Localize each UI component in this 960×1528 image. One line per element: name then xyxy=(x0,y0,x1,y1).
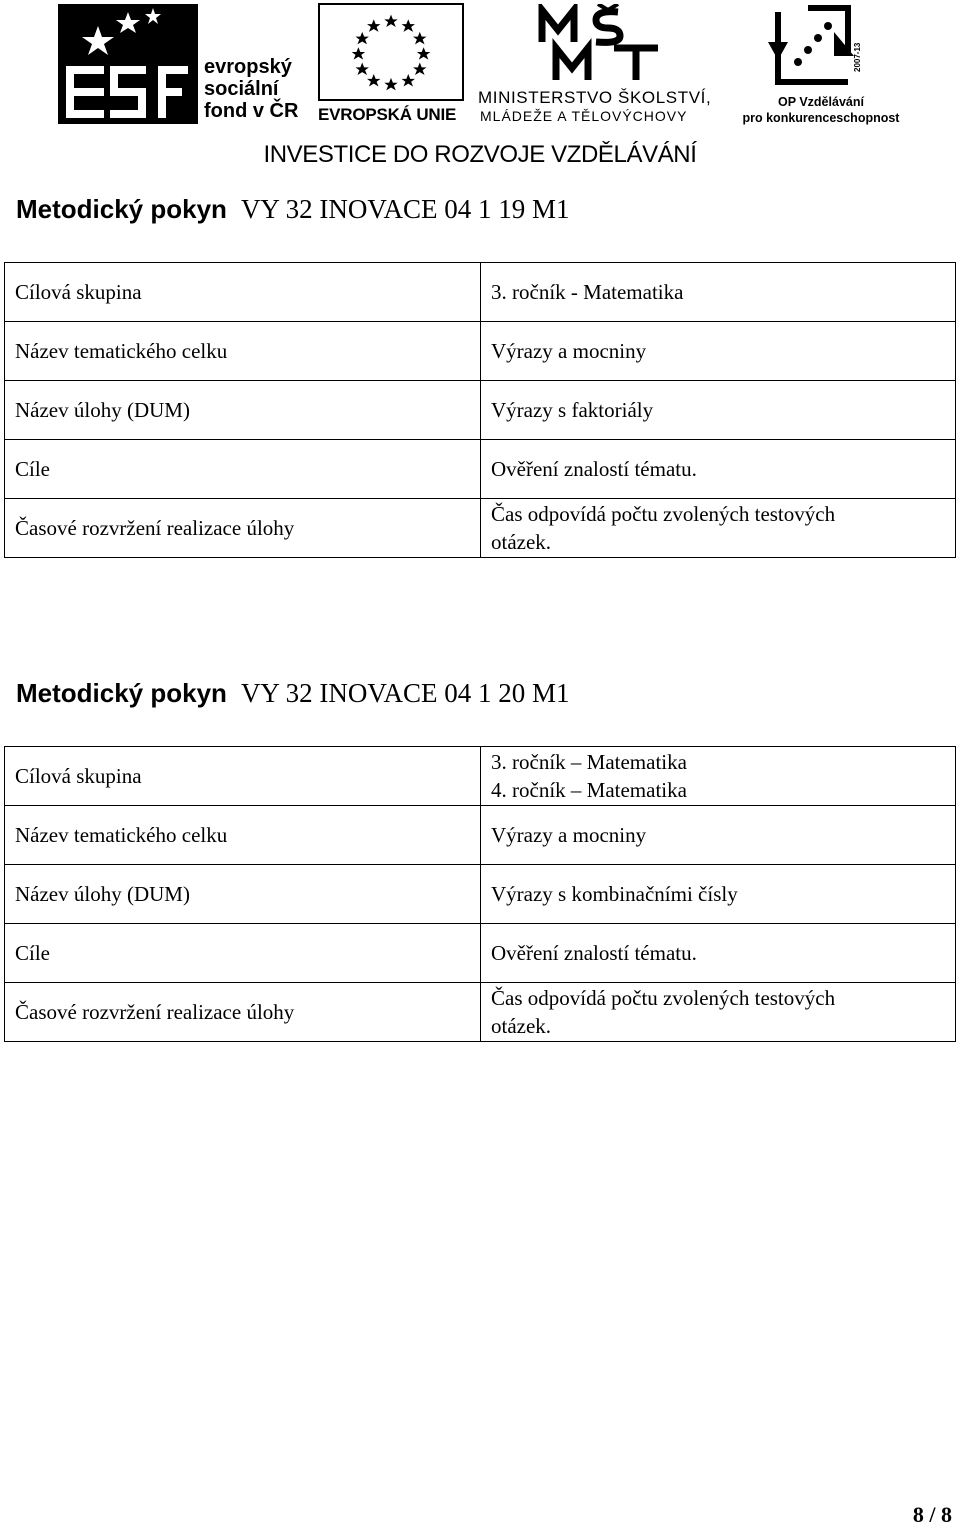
row-value-line: Čas odpovídá počtu zvolených testových xyxy=(491,502,836,526)
section-1-code: VY 32 INOVACE 04 1 19 M1 xyxy=(240,194,570,224)
op-line-1: OP Vzdělávání xyxy=(778,95,864,109)
row-value-line: Výrazy a mocniny xyxy=(491,823,647,847)
msmt-logo xyxy=(478,4,728,124)
op-line-2: pro konkurenceschopnost xyxy=(742,111,900,125)
table-row xyxy=(5,440,956,499)
esf-logo-mark xyxy=(58,4,198,124)
row-value xyxy=(481,440,956,499)
row-value-line: Výrazy s kombinačními čísly xyxy=(491,882,738,906)
row-value-line: otázek. xyxy=(491,1014,552,1038)
op-years: 2007-13 xyxy=(853,42,862,72)
eu-logo xyxy=(318,3,466,125)
op-logo xyxy=(736,2,906,124)
row-value-line: Výrazy a mocniny xyxy=(491,339,647,363)
row-key: Cílová skupina xyxy=(5,263,481,322)
row-value-line: 3. ročník – Matematika xyxy=(491,750,687,774)
row-value xyxy=(481,806,956,865)
row-value-line: otázek. xyxy=(491,530,552,554)
row-value-line: Ověření znalostí tématu. xyxy=(491,941,697,965)
row-key: Časové rozvržení realizace úlohy xyxy=(5,499,481,558)
esf-logo xyxy=(58,4,308,124)
row-key: Cílová skupina xyxy=(5,747,481,806)
logo-band xyxy=(0,0,960,175)
header-tagline: INVESTICE DO ROZVOJE VZDĚLÁVÁNÍ xyxy=(263,141,697,168)
table-row xyxy=(5,381,956,440)
row-value xyxy=(481,499,956,558)
row-key: Časové rozvržení realizace úlohy xyxy=(5,983,481,1042)
esf-line-2: sociální xyxy=(204,78,279,100)
row-value xyxy=(481,322,956,381)
section-2-table xyxy=(4,746,956,1042)
table-row xyxy=(5,322,956,381)
msmt-line-1: MINISTERSTVO ŠKOLSTVÍ, xyxy=(478,88,712,107)
msmt-line-2: MLÁDEŽE A TĚLOVÝCHOVY xyxy=(480,108,688,124)
row-value xyxy=(481,747,956,806)
op-logo-mark xyxy=(768,2,868,90)
row-value-line: 4. ročník – Matematika xyxy=(491,778,687,802)
section-2-code: VY 32 INOVACE 04 1 20 M1 xyxy=(240,678,570,708)
page-number: 8 / 8 xyxy=(912,1502,952,1527)
op-logo-text xyxy=(736,94,906,126)
row-value xyxy=(481,865,956,924)
row-value xyxy=(481,381,956,440)
esf-line-1: evropský xyxy=(204,56,292,78)
section-2-label: Metodický pokyn xyxy=(16,678,227,708)
table-row xyxy=(5,983,956,1042)
table-row xyxy=(5,806,956,865)
esf-logo-text xyxy=(204,56,298,122)
table-row xyxy=(5,865,956,924)
eu-flag-icon xyxy=(318,3,464,101)
section-1-title xyxy=(16,194,569,225)
row-key: Cíle xyxy=(5,440,481,499)
row-value-line: Výrazy s faktoriály xyxy=(491,398,654,422)
row-key: Název úlohy (DUM) xyxy=(5,381,481,440)
row-key: Název tematického celku xyxy=(5,806,481,865)
msmt-logo-mark xyxy=(536,4,666,84)
esf-line-3: fond v ČR xyxy=(204,100,299,122)
row-value xyxy=(481,983,956,1042)
section-2-title xyxy=(16,678,569,709)
row-value-line: Ověření znalostí tématu. xyxy=(491,457,697,481)
row-value xyxy=(481,263,956,322)
row-value-line: 3. ročník - Matematika xyxy=(491,280,684,304)
row-key: Název tematického celku xyxy=(5,322,481,381)
row-value xyxy=(481,924,956,983)
table-row xyxy=(5,263,956,322)
table-row xyxy=(5,747,956,806)
section-1-table xyxy=(4,262,956,558)
row-key: Cíle xyxy=(5,924,481,983)
table-row xyxy=(5,499,956,558)
section-1-label: Metodický pokyn xyxy=(16,194,227,224)
eu-label: EVROPSKÁ UNIE xyxy=(318,105,457,124)
row-value-line: Čas odpovídá počtu zvolených testových xyxy=(491,986,836,1010)
table-row xyxy=(5,924,956,983)
row-key: Název úlohy (DUM) xyxy=(5,865,481,924)
